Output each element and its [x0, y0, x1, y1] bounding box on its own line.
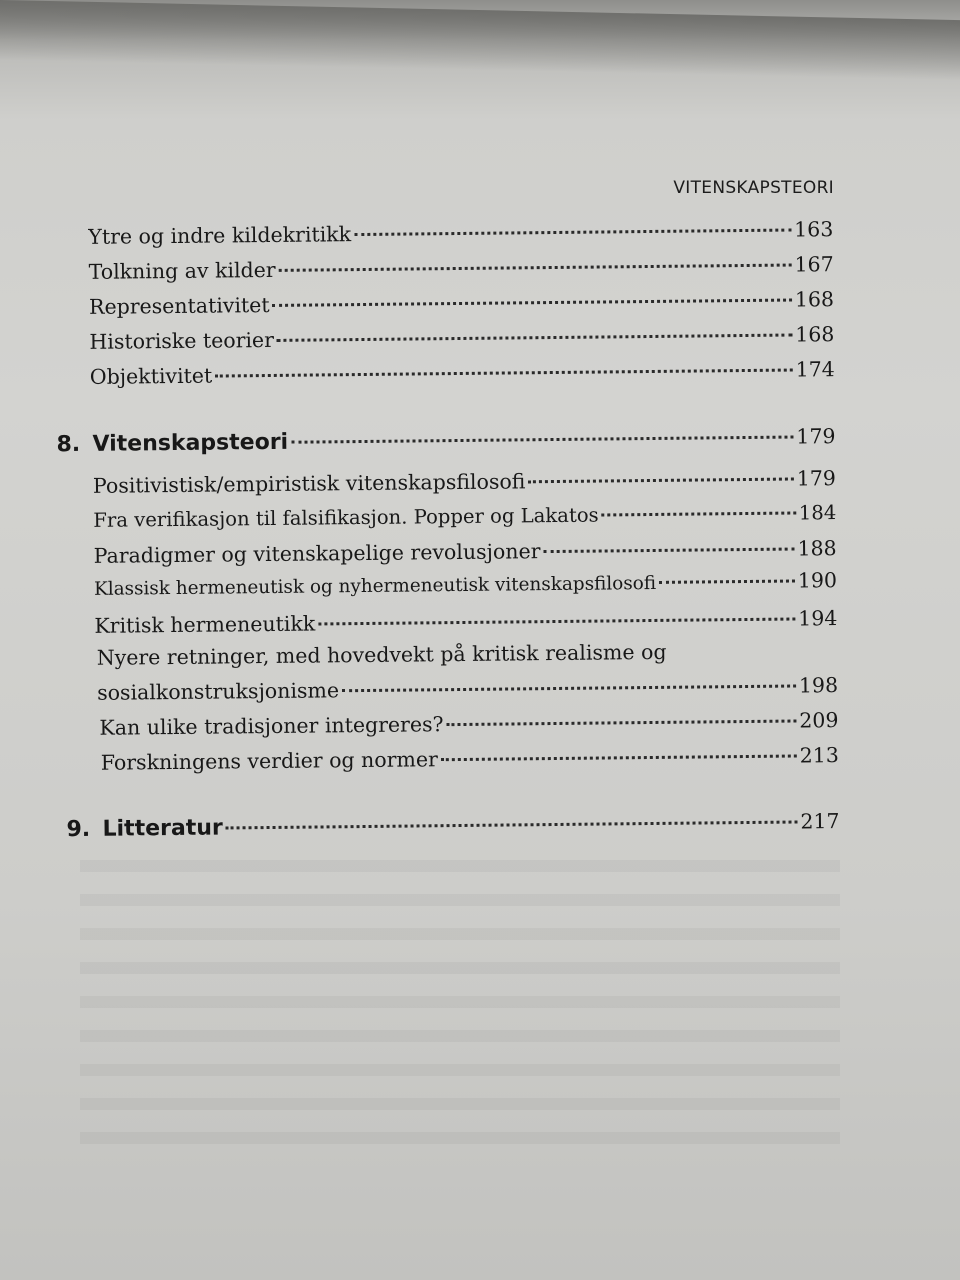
dot-leader — [278, 243, 791, 272]
toc-entry-page: 213 — [799, 742, 839, 767]
dot-leader — [272, 278, 792, 307]
toc-entry-page: 198 — [798, 672, 839, 697]
dot-leader — [277, 313, 793, 342]
dot-leader — [354, 208, 791, 236]
toc-entry-title: Tolkning av kilder — [88, 257, 276, 284]
toc-entry-page: 179 — [796, 465, 837, 490]
toc-entry-page: 209 — [799, 707, 839, 732]
toc-entry-title: Kan ulike tradisjoner integreres? — [99, 711, 444, 740]
toc-entry-title-line1: Nyere retninger, med hovedvekt på kritisk realisme og — [96, 639, 667, 670]
toc-entry-title: Fra verifikasjon til falsifikasjon. Popper og Lakatos — [93, 503, 599, 532]
dot-leader — [291, 414, 793, 444]
toc-entry-title: Ytre og indre kildekritikk — [88, 221, 352, 249]
toc-entry-title: Paradigmer og vitenskapelige revolusjoner — [93, 538, 541, 568]
chapter-page: 217 — [800, 809, 840, 834]
toc-entry-page: 163 — [794, 216, 834, 241]
toc-entry-page: 190 — [797, 568, 838, 593]
dot-leader — [441, 733, 797, 760]
toc-chapter-8 — [56, 418, 835, 457]
toc-entry-page: 168 — [795, 321, 835, 346]
toc-entry — [101, 738, 839, 774]
toc-entry-page: 184 — [798, 500, 837, 525]
dot-leader — [226, 798, 798, 829]
toc-entry-page: 188 — [797, 535, 837, 560]
dot-leader — [215, 348, 793, 378]
dot-leader — [446, 698, 796, 725]
dot-leader — [659, 561, 795, 584]
toc-entry — [93, 496, 836, 531]
toc-entry-page: 194 — [798, 605, 838, 630]
toc-entry-title: Representativitet — [88, 292, 270, 319]
toc-entry-title: Objektivitet — [89, 363, 213, 389]
dot-leader — [318, 596, 795, 624]
chapter-number: 8. — [56, 431, 81, 458]
toc-entry-title: Historiske teorier — [89, 327, 275, 354]
chapter-number: 9. — [66, 816, 91, 843]
toc-entry-title: Forskningens verdier og normer — [100, 746, 438, 775]
toc-entry-title: Positivistisk/empiristisk vitenskapsfilosofi — [92, 468, 526, 498]
toc-entry — [94, 566, 837, 600]
toc-entry-page: 174 — [795, 356, 835, 381]
running-header: VITENSKAPSTEORI — [673, 178, 834, 198]
toc-entry-title-line2: sosialkonstruksjonisme — [96, 677, 340, 705]
chapter-title: Litteratur — [102, 815, 223, 842]
toc-entry — [90, 352, 835, 388]
toc-entry — [94, 601, 837, 637]
toc-entry-page: 167 — [794, 251, 834, 276]
chapter-page: 179 — [796, 424, 836, 449]
toc-entry-title: Kritisk hermeneutikk — [94, 611, 316, 638]
toc-entry-title: Klassisk hermeneutisk og nyhermeneutisk vitenskapsfilosofi — [93, 573, 657, 601]
chapter-title: Vitenskapsteori — [92, 429, 289, 457]
dot-leader — [342, 663, 796, 691]
dot-leader — [601, 491, 795, 516]
toc-chapter-9 — [66, 803, 839, 842]
dot-leader — [528, 457, 794, 483]
toc-entry-page: 168 — [794, 286, 835, 311]
dot-leader — [543, 526, 794, 552]
